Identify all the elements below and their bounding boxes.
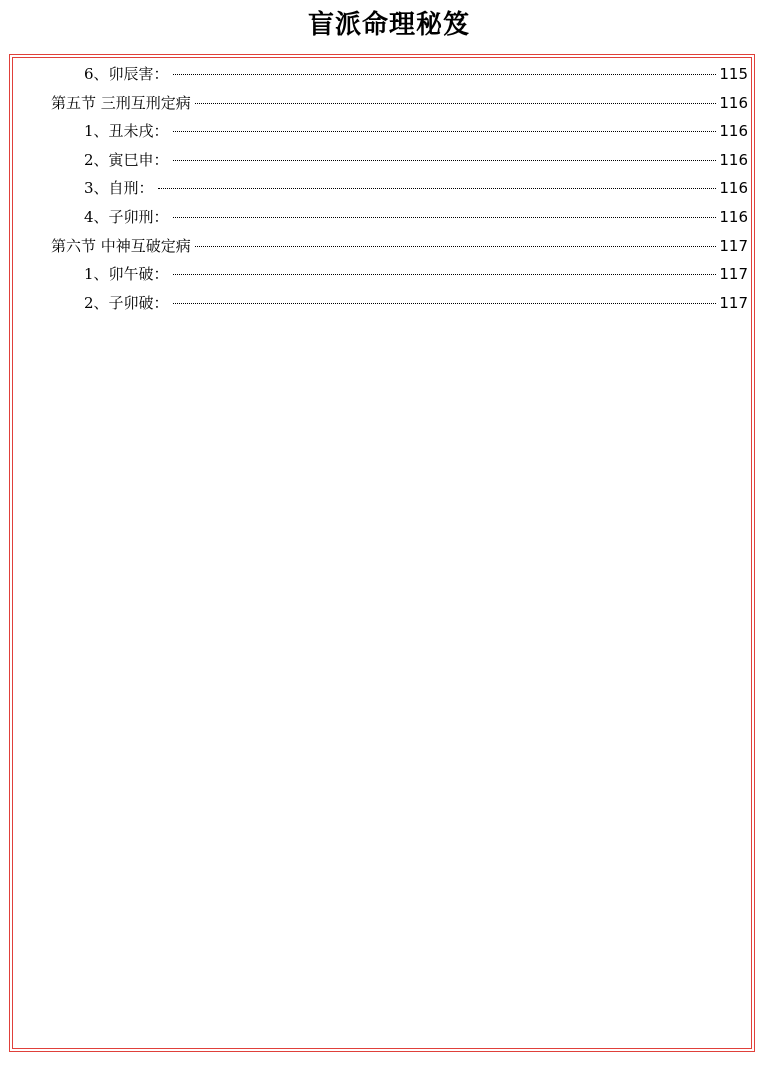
toc-entry-page: 115 xyxy=(719,65,748,83)
toc-entry-label: 3、自刑： xyxy=(84,179,154,198)
toc-entry-page: 116 xyxy=(719,93,748,112)
toc-leader-dots xyxy=(173,131,717,132)
toc-entry-page: 116 xyxy=(719,150,748,169)
toc-leader-dots xyxy=(173,160,717,161)
toc-entry-label: 1、卯午破： xyxy=(84,265,169,284)
toc-entry-page: 116 xyxy=(719,179,748,198)
toc-entry-label: 2、寅巳申： xyxy=(84,150,169,169)
toc-entry-label: 1、丑未戌： xyxy=(84,122,169,141)
toc-entry[interactable] xyxy=(51,260,748,289)
toc-leader-dots xyxy=(158,188,717,189)
toc-leader-dots xyxy=(173,303,717,304)
toc-entry[interactable] xyxy=(51,117,748,146)
toc-entry-page: 117 xyxy=(719,293,748,312)
toc-leader-dots xyxy=(173,274,717,275)
toc-entry[interactable] xyxy=(51,232,748,261)
toc-entry-page: 116 xyxy=(719,207,748,226)
toc-entry-page: 116 xyxy=(719,122,748,141)
toc-entry[interactable] xyxy=(51,174,748,203)
toc-entry-page: 117 xyxy=(719,265,748,284)
toc-entry[interactable] xyxy=(51,60,748,89)
toc-leader-dots xyxy=(195,103,717,104)
page-title: 盲派命理秘笈 xyxy=(307,10,470,40)
toc-entry-label: 4、子卯刑： xyxy=(84,207,169,226)
toc-entry-label: 6、卯辰害： xyxy=(84,65,169,83)
toc-entry[interactable] xyxy=(51,289,748,318)
toc-leader-dots xyxy=(195,246,717,247)
toc-entry[interactable] xyxy=(51,89,748,118)
toc-entry-label: 第五节 三刑互刑定病 xyxy=(51,93,191,112)
toc-leader-dots xyxy=(173,217,717,218)
table-of-contents xyxy=(51,60,748,317)
toc-entry[interactable] xyxy=(51,203,748,232)
toc-leader-dots xyxy=(173,74,717,75)
toc-entry-label: 2、子卯破： xyxy=(84,293,169,312)
toc-entry-page: 117 xyxy=(719,236,748,255)
toc-entry-label: 第六节 中神互破定病 xyxy=(51,236,191,255)
toc-entry[interactable] xyxy=(51,146,748,175)
